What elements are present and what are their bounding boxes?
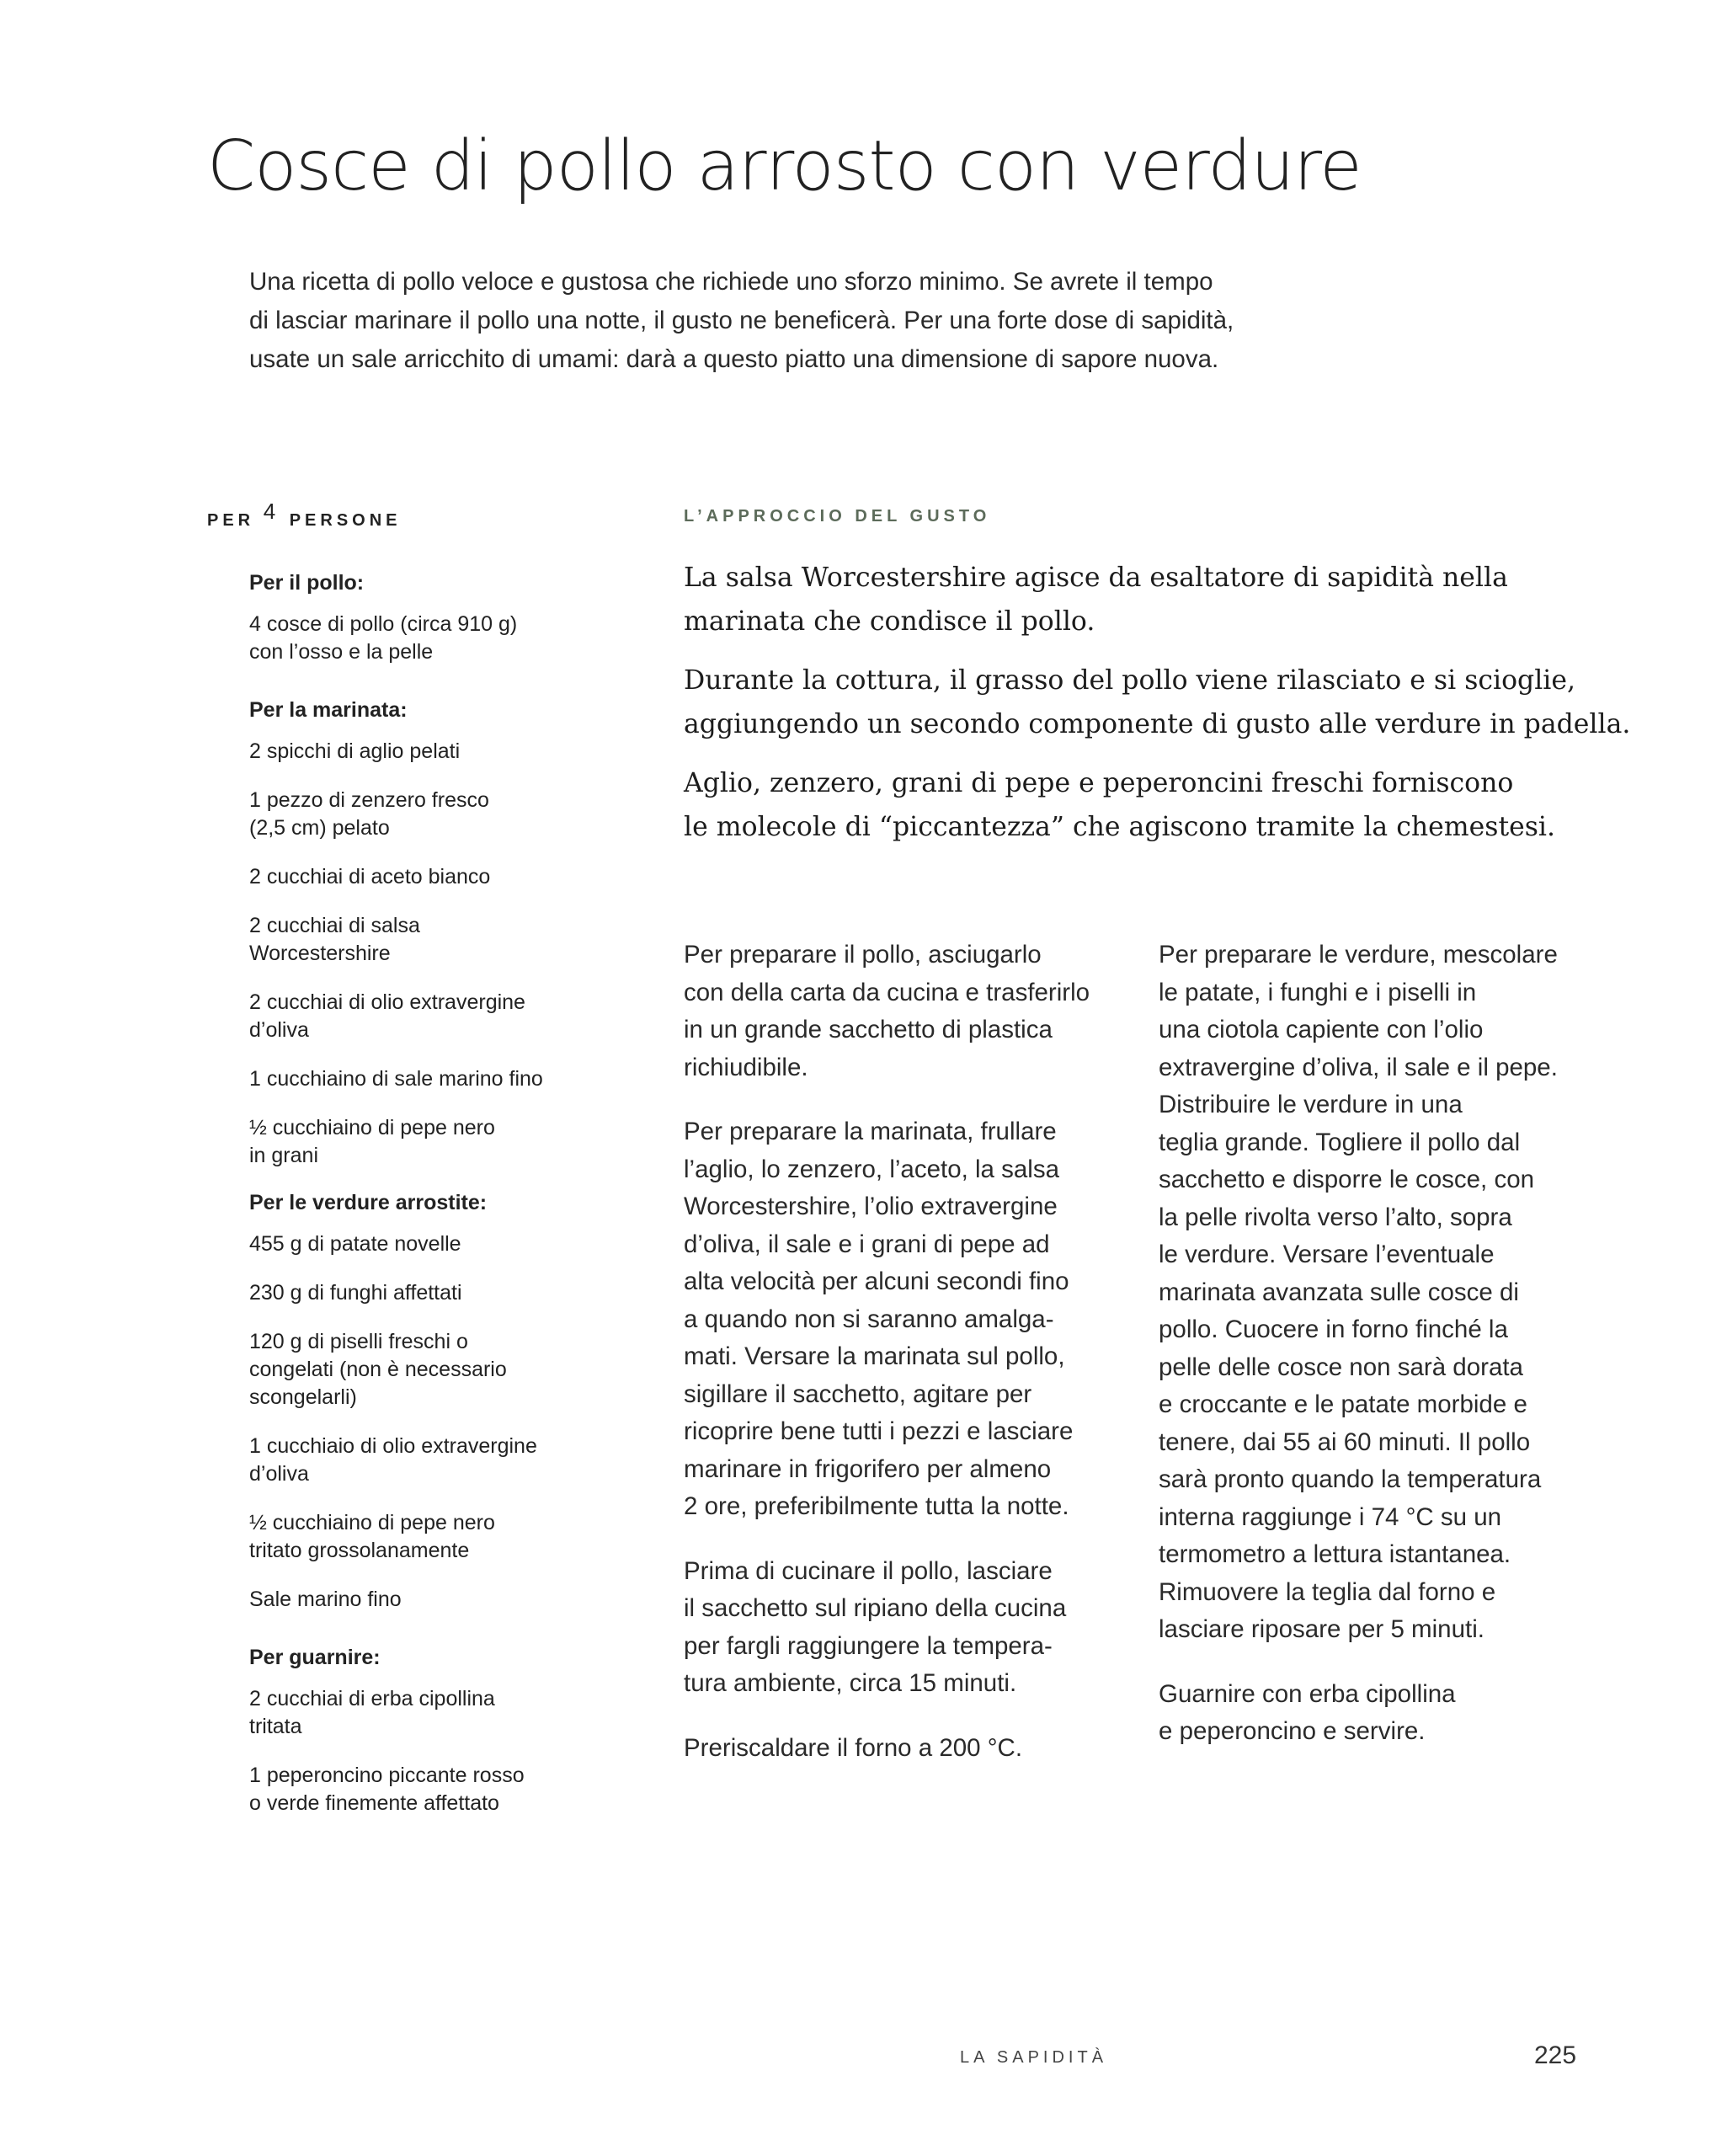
- method-line: tenere, dai 55 ai 60 minuti. Il pollo: [1159, 1428, 1531, 1456]
- approach-line: Durante la cottura, il grasso del pollo viene rilasciato e si scioglie,: [684, 665, 1576, 696]
- ingredient-group-title: Per la marinata:: [249, 698, 408, 722]
- method-line: marinare in frigorifero per almeno: [684, 1454, 1052, 1483]
- approach-text: [684, 541, 1631, 864]
- ingredient-line: 230 g di funghi affettati: [249, 1281, 462, 1305]
- ingredient-item: [249, 989, 586, 1044]
- method-line: Preriscaldare il forno a 200 °C.: [684, 1733, 1023, 1762]
- ingredients-list: [249, 569, 586, 1838]
- method-line: Rimuovere la teglia dal forno e: [1159, 1577, 1496, 1606]
- method-line: e peperoncino e servire.: [1159, 1717, 1426, 1745]
- method-column-1: [684, 910, 1138, 1794]
- method-line: Per preparare il pollo, asciugarlo: [684, 941, 1042, 969]
- ingredient-line: con l’osso e la pelle: [249, 640, 434, 664]
- ingredient-line: o verde finemente affettato: [249, 1791, 499, 1815]
- ingredient-item: [249, 1065, 586, 1093]
- ingredient-item: [249, 912, 586, 968]
- ingredient-group-title: Per il pollo:: [249, 571, 365, 595]
- ingredient-line: in grani: [249, 1144, 318, 1167]
- ingredient-item: [249, 1230, 586, 1258]
- ingredient-line: 4 cosce di pollo (circa 910 g): [249, 612, 518, 636]
- method-line: sacchetto e disporre le cosce, con: [1159, 1166, 1535, 1193]
- ingredient-item: [249, 611, 586, 666]
- method-line: pelle delle cosce non sarà dorata: [1159, 1353, 1523, 1381]
- method-line: con della carta da cucina e trasferirlo: [684, 978, 1090, 1006]
- intro-paragraph: [249, 263, 1310, 379]
- ingredient-item: [249, 1509, 586, 1565]
- method-line: le patate, i funghi e i piselli in: [1159, 978, 1477, 1006]
- approach-line: La salsa Worcestershire agisce da esaltatore di sapidità nella: [684, 563, 1508, 593]
- ingredient-line: 120 g di piselli freschi o: [249, 1330, 468, 1353]
- method-line: lasciare riposare per 5 minuti.: [1159, 1615, 1484, 1643]
- intro-line: usate un sale arricchito di umami: darà a questo piatto una dimensione di sapore nuova.: [249, 345, 1219, 373]
- method-line: Distribuire le verdure in una: [1159, 1091, 1463, 1118]
- ingredient-item: [249, 1279, 586, 1307]
- page-title: Cosce di pollo arrosto con verdure: [207, 126, 1362, 206]
- method-line: a quando non si saranno amalga-: [684, 1305, 1054, 1333]
- servings-label: [207, 499, 402, 531]
- method-line: Per preparare le verdure, mescolare: [1159, 941, 1558, 969]
- method-line: extravergine d’oliva, il sale e il pepe.: [1159, 1053, 1558, 1081]
- method-line: alta velocità per alcuni secondi fino: [684, 1267, 1069, 1295]
- method-line: mati. Versare la marinata sul pollo,: [684, 1342, 1065, 1370]
- method-line: teglia grande. Togliere il pollo dal: [1159, 1128, 1521, 1156]
- ingredient-item: [249, 738, 586, 766]
- method-line: interna raggiunge i 74 °C su un: [1159, 1502, 1502, 1531]
- ingredient-line: 2 cucchiai di salsa: [249, 914, 420, 937]
- intro-line: Una ricetta di pollo veloce e gustosa che richiede uno sforzo minimo. Se avrete il tempo: [249, 268, 1213, 296]
- ingredient-item: [249, 787, 586, 842]
- method-line: la pelle rivolta verso l’alto, sopra: [1159, 1203, 1512, 1231]
- method-line: una ciotola capiente con l’olio: [1159, 1016, 1484, 1043]
- approach-line: Aglio, zenzero, grani di pepe e peperoncini freschi forniscono: [684, 768, 1514, 798]
- method-line: tura ambiente, circa 15 minuti.: [684, 1669, 1017, 1697]
- ingredient-line: Sale marino fino: [249, 1588, 402, 1611]
- method-line: e croccante e le patate morbide e: [1159, 1390, 1527, 1418]
- ingredient-line: 2 cucchiai di erba cipollina: [249, 1687, 495, 1710]
- approach-label: L’APPROCCIO DEL GUSTO: [684, 507, 991, 526]
- method-line: richiudibile.: [684, 1053, 808, 1081]
- method-line: Worcestershire, l’olio extravergine: [684, 1193, 1058, 1220]
- ingredient-group-title: Per le verdure arrostite:: [249, 1191, 488, 1214]
- ingredient-line: d’oliva: [249, 1462, 309, 1486]
- ingredient-line: 1 pezzo di zenzero fresco: [249, 788, 489, 812]
- method-line: Guarnire con erba cipollina: [1159, 1679, 1456, 1708]
- method-line: 2 ore, preferibilmente tutta la notte.: [684, 1492, 1069, 1520]
- ingredient-line: ½ cucchiaino di pepe nero: [249, 1116, 495, 1139]
- ingredient-line: tritata: [249, 1715, 302, 1738]
- method-line: Prima di cucinare il pollo, lasciare: [684, 1556, 1053, 1585]
- method-column-2: [1159, 910, 1613, 1778]
- intro-line: di lasciar marinare il pollo una notte, il gusto ne beneficerà. Per una forte dose di sapidità,: [249, 307, 1234, 334]
- method-line: marinata avanzata sulle cosce di: [1159, 1278, 1519, 1306]
- method-line: il sacchetto sul ripiano della cucina: [684, 1594, 1067, 1622]
- method-line: per fargli raggiungere la tempera-: [684, 1631, 1053, 1660]
- method-line: le verdure. Versare l’eventuale: [1159, 1241, 1495, 1268]
- page-number: 225: [1534, 2041, 1577, 2069]
- ingredient-line: 2 cucchiai di olio extravergine: [249, 990, 525, 1014]
- method-line: pollo. Cuocere in forno finché la: [1159, 1315, 1508, 1343]
- approach-line: aggiungendo un secondo componente di gusto alle verdure in padella.: [684, 709, 1631, 739]
- ingredient-line: 2 cucchiai di aceto bianco: [249, 865, 491, 889]
- servings-post: PERSONE: [289, 511, 402, 530]
- ingredient-item: [249, 1685, 586, 1741]
- ingredient-line: 1 cucchiaino di sale marino fino: [249, 1067, 543, 1091]
- ingredient-line: tritato grossolanamente: [249, 1539, 470, 1562]
- ingredient-line: congelati (non è necessario: [249, 1358, 507, 1381]
- ingredient-item: [249, 1433, 586, 1488]
- method-line: Per preparare la marinata, frullare: [684, 1118, 1057, 1145]
- method-line: ricoprire bene tutti i pezzi e lasciare: [684, 1417, 1074, 1445]
- ingredient-line: d’oliva: [249, 1018, 309, 1042]
- ingredient-group-title: Per guarnire:: [249, 1646, 381, 1669]
- ingredient-line: 2 spicchi di aglio pelati: [249, 739, 461, 763]
- method-line: sarà pronto quando la temperatura: [1159, 1465, 1542, 1493]
- ingredient-item: [249, 1114, 586, 1170]
- servings-number: 4: [263, 499, 276, 524]
- ingredient-item: [249, 1762, 586, 1817]
- ingredient-line: 455 g di patate novelle: [249, 1232, 461, 1256]
- ingredient-item: [249, 1328, 586, 1412]
- ingredient-item: [249, 863, 586, 891]
- servings-pre: PER: [207, 511, 255, 530]
- method-line: termometro a lettura istantanea.: [1159, 1540, 1511, 1568]
- ingredient-item: [249, 1586, 586, 1614]
- method-line: in un grande sacchetto di plastica: [684, 1016, 1053, 1043]
- footer-section-title: LA SAPIDITÀ: [960, 2048, 1108, 2067]
- method-line: d’oliva, il sale e i grani di pepe ad: [684, 1230, 1050, 1258]
- ingredient-line: 1 cucchiaio di olio extravergine: [249, 1434, 537, 1458]
- ingredient-line: 1 peperoncino piccante rosso: [249, 1764, 525, 1787]
- method-line: sigillare il sacchetto, agitare per: [684, 1380, 1032, 1408]
- approach-line: marinata che condisce il pollo.: [684, 606, 1095, 637]
- approach-line: le molecole di “piccantezza” che agiscono tramite la chemestesi.: [684, 812, 1556, 842]
- ingredient-line: scongelarli): [249, 1385, 357, 1409]
- ingredient-line: ½ cucchiaino di pepe nero: [249, 1511, 495, 1534]
- ingredient-line: (2,5 cm) pelato: [249, 816, 390, 840]
- ingredient-line: Worcestershire: [249, 942, 391, 965]
- method-line: l’aglio, lo zenzero, l’aceto, la salsa: [684, 1155, 1060, 1183]
